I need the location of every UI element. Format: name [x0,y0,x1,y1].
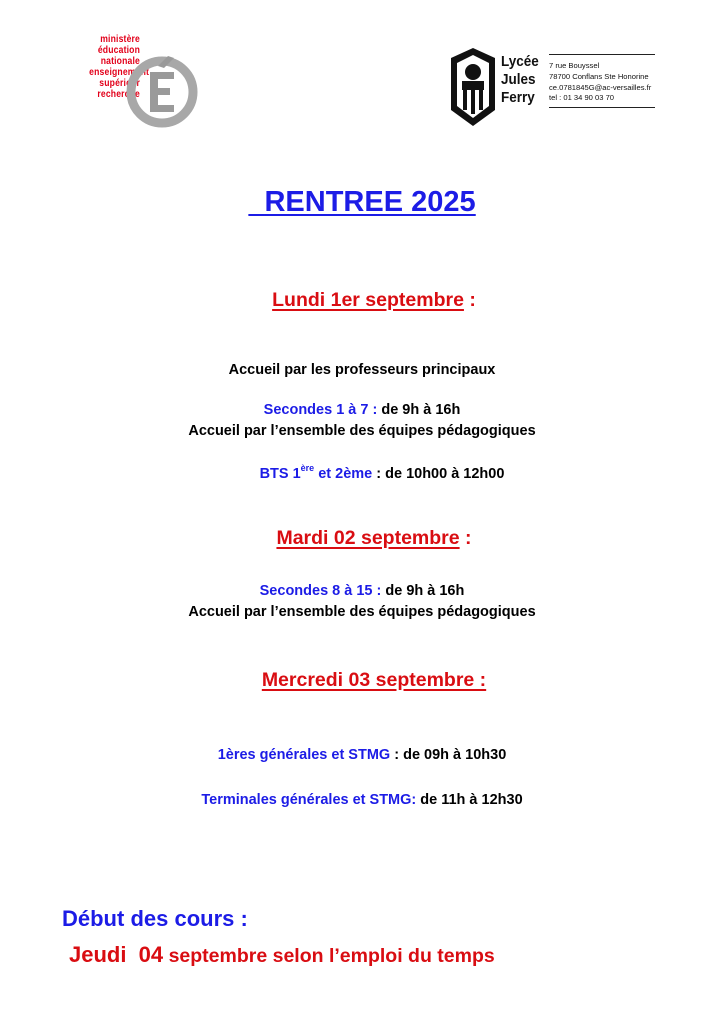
address-line: 7 rue Bouyssel [549,61,600,70]
tuesday-group-label: Secondes 8 à 15 : [259,583,382,599]
wednesday-term [0,792,724,808]
monday-heading-text: Lundi 1er septembre [272,289,464,311]
address-divider-top [549,54,655,55]
address-divider-bottom [549,107,655,108]
title-label: RENTREE 2025 [264,186,476,218]
tuesday-heading [0,527,724,550]
tuesday-colon: : [459,527,472,549]
tuesday-group [0,583,724,599]
wednesday-term-time: de 11h à 12h30 [416,792,523,808]
wednesday-first [0,747,724,763]
wednesday-term-label: Terminales générales et STMG: [201,792,417,808]
ministry-line: supérieur [99,77,140,89]
monday-colon: : [463,289,476,311]
ministry-line: ministère [100,33,140,45]
wednesday-first-label: 1ères générales et STMG [217,747,391,763]
bts-sup: ère [300,463,315,473]
monday-welcome: Accueil par les professeurs principaux [228,362,496,378]
page-title-text [248,186,475,218]
school-name-line: Lycée [501,53,539,70]
tuesday-group-time: de 9h à 16h [381,583,465,599]
monday-heading [0,289,724,312]
monday-group1-time: de 9h à 16h [377,402,461,418]
jeudi-line [69,942,495,968]
ministry-line: recherche [97,88,140,100]
address-line: 78700 Conflans Ste Honorine [549,71,649,81]
monday-group1-label: Secondes 1 à 7 : [263,402,378,418]
school-name-line: Jules [501,71,536,88]
lycee-shield-logo-icon [448,46,498,128]
school-address [549,61,651,104]
address-line: tel : 01 34 90 03 70 [549,93,615,103]
page-title [0,186,724,219]
jeudi-date: Jeudi 04 [69,942,164,967]
wednesday-heading-text: Mercredi 03 septembre : [261,669,487,691]
address-line: ce.0781845G@ac-versailles.fr [549,82,652,92]
ministry-line: enseignement [89,66,150,78]
tuesday-heading-text: Mardi 02 septembre [276,527,460,549]
school-name-line: Ferry [501,89,535,106]
monday-bts [20,463,724,482]
jeudi-rest: septembre selon l’emploi du temps [163,945,495,967]
ministry-line: nationale [100,55,140,67]
bts-label [259,463,373,482]
wednesday-first-time: : de 09h à 10h30 [390,747,507,763]
bts-label-b: et 2ème [314,466,373,482]
ministry-line: éducation [97,44,140,56]
monday-group1 [0,402,724,418]
wednesday-heading [0,669,724,692]
marianne-e-logo-icon [118,40,198,140]
school-name [501,53,543,107]
debut-des-cours: Début des cours : [62,906,248,931]
tuesday-group-note: Accueil par l’ensemble des équipes pédagogiques [188,604,536,620]
bts-label-a: BTS 1 [259,466,301,482]
bts-time: : de 10h00 à 12h00 [372,466,505,482]
monday-group1-note: Accueil par l’ensemble des équipes pédagogiques [188,423,536,439]
